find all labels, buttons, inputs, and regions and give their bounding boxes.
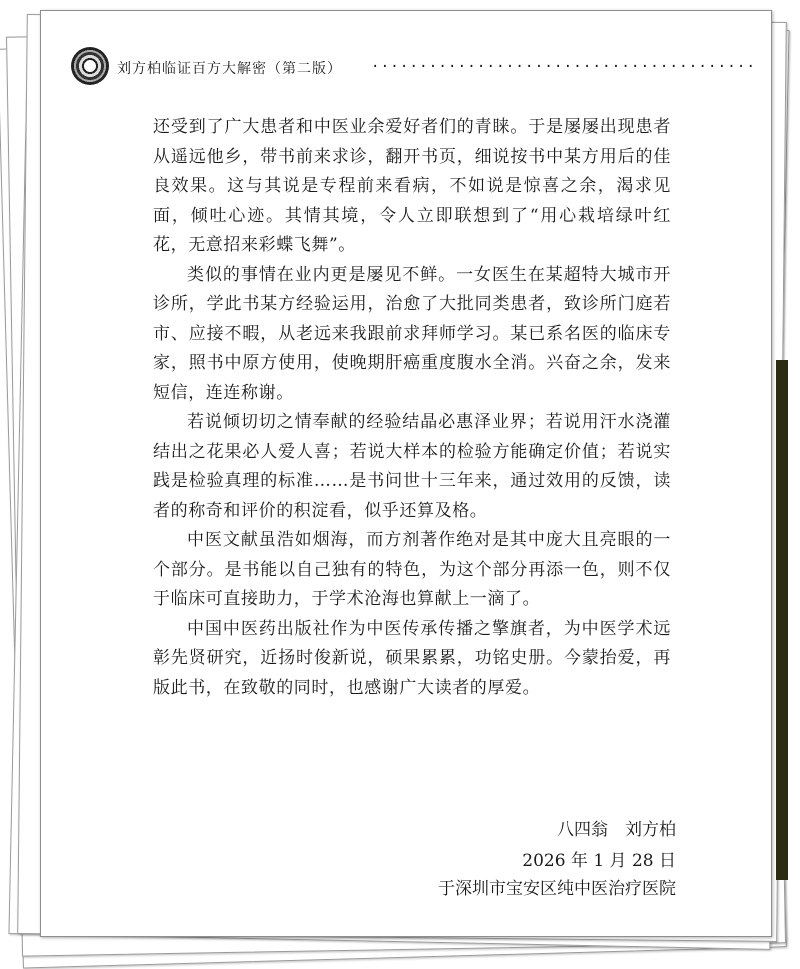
page-header <box>71 47 757 87</box>
signature-place: 于深圳市宝安区纯中医治疗医院 <box>438 879 676 899</box>
running-title: 刘方柏临证百方大解密（第二版） <box>117 61 342 77</box>
paragraph-1: 还受到了广大患者和中医业余爱好者们的青睐。于是屡屡出现患者从遥远他乡，带书前来求诊，翻开书页，细说按书中某方用后的佳良效果。这与其说是专程前来看病，不如说是惊喜之余，渴求见面，倾吐心迹。其情其境，令人立即联想到了“用心栽培绿叶红花，无意招来彩蝶飞舞”。 <box>153 117 671 255</box>
book-cover-edge <box>776 360 788 880</box>
paragraph-2: 类似的事情在业内更是屡见不鲜。一女医生在某超特大城市开诊所，学此书某方经验运用，治愈了大批同类患者，致诊所门庭若市、应接不暇，从老远来我跟前求拜师学习。某已系名医的临床专家，照书中原方使用，使晚期肝癌重度腹水全消。兴奋之余，发来短信，连连称谢。 <box>153 264 671 403</box>
paragraph-3: 若说倾切切之情奉献的经验结晶必惠泽业界；若说用汗水浇灌结出之花果必人爱人喜；若说大样本的检验方能确定价值；若说实践是检验真理的标准……是书问世十三年来，通过效用的反馈，读者的称奇和评价的积淀看，似乎还算及格。 <box>153 412 671 521</box>
paragraph-5: 中国中医药出版社作为中医传承传播之擎旗者，为中医学术远彰先贤研究，近扬时俊新说，硕果累累，功铭史册。今蒙抬爱，再版此书，在致敬的同时，也感谢广大读者的厚爱。 <box>153 618 671 698</box>
header-dotted-leader: ........................................ <box>371 55 757 71</box>
paragraph-4: 中医文献虽浩如烟海，而方剂著作绝对是其中庞大且亮眼的一个部分。是书能以自己独有的特色，为这个部分再添一色，则不仅于临床可直接助力，于学术沧海也算献上一滴了。 <box>153 530 671 609</box>
seal-logo-icon <box>71 47 109 85</box>
signature-date: 2026 年 1 月 28 日 <box>522 851 676 871</box>
body-text <box>153 113 671 703</box>
signature-name: 八四翁 刘方柏 <box>557 820 676 840</box>
